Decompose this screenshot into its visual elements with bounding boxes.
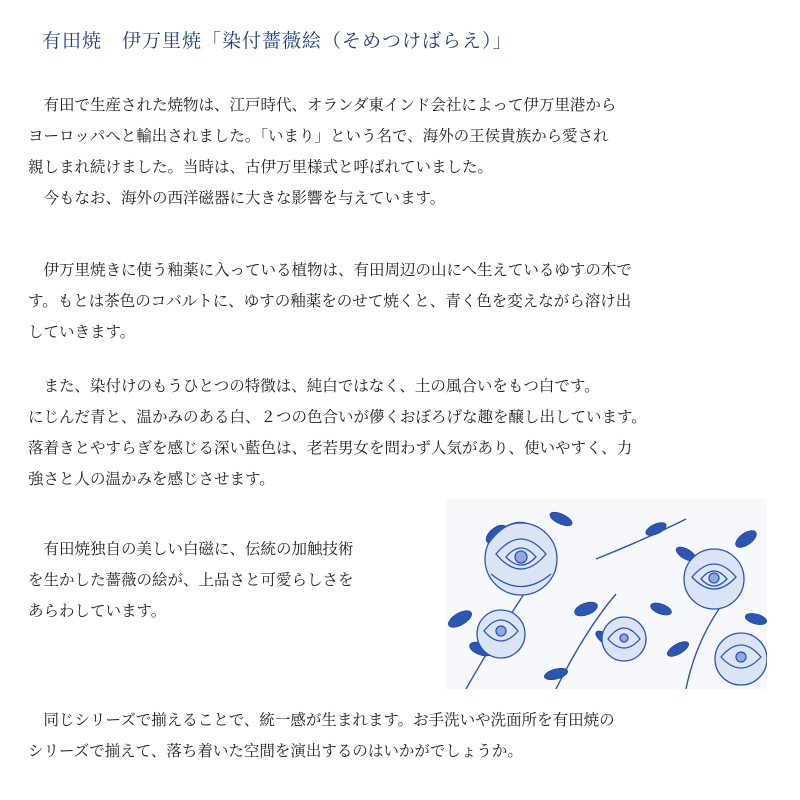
text-line: 親しまれ続けました。当時は、古伊万里様式と呼ばれていました。 (28, 158, 494, 176)
paragraph-glaze (28, 255, 632, 348)
text-line: また、染付けのもうひとつの特徴は、純白ではなく、土の風合いをもつ白です。 (43, 377, 600, 395)
text-line: 強さと人の温かみを感じさせます。 (28, 470, 275, 488)
paragraph-rose-design (28, 534, 354, 627)
text-line: 伊万里焼きに使う釉薬に入っている植物は、有田周辺の山にへ生えているゆすの木で (43, 261, 632, 279)
text-line: 今もなお、海外の西洋磁器に大きな影響を与えています。 (43, 189, 446, 207)
text-line: 落着きとやすらぎを感じる深い藍色は、老若男女を問わず人気があり、使いやすく、力 (28, 439, 633, 457)
text-line: 同じシリーズで揃えることで、統一感が生まれます。お手洗いや洗面所を有田焼の (43, 711, 615, 729)
text-line: 有田で生産された焼物は、江戸時代、オランダ東インド会社によって伊万里港から (43, 96, 617, 114)
text-line: にじんだ青と、温かみのある白、２つの色合いが儚くおぼろげな趣を醸し出しています。 (28, 408, 647, 426)
rose-pattern-illustration (446, 499, 767, 689)
text-line: ヨーロッパへと輸出されました。「いまり」という名で、海外の王侯貴族から愛され (28, 127, 609, 145)
page-title: 有田焼 伊万里焼「染付薔薇絵（そめつけばらえ）」 (42, 30, 513, 52)
text-line: 有田焼独自の美しい白磁に、伝統の加触技術 (43, 540, 354, 558)
paragraph-series (28, 705, 615, 767)
paragraph-sometsuke (28, 371, 647, 495)
paragraph-history (28, 90, 616, 214)
text-line: す。もとは茶色のコバルトに、ゆすの釉薬をのせて焼くと、青く色を変えながら溶け出 (28, 292, 632, 310)
rose-porcelain-image (446, 499, 767, 689)
text-line: を生かした薔薇の絵が、上品さと可愛らしさを (28, 571, 354, 589)
text-line: あらわしています。 (28, 602, 167, 620)
text-line: シリーズで揃えて、落ち着いた空間を演出するのはいかがでしょうか。 (28, 742, 523, 760)
text-line: していきます。 (28, 323, 136, 341)
